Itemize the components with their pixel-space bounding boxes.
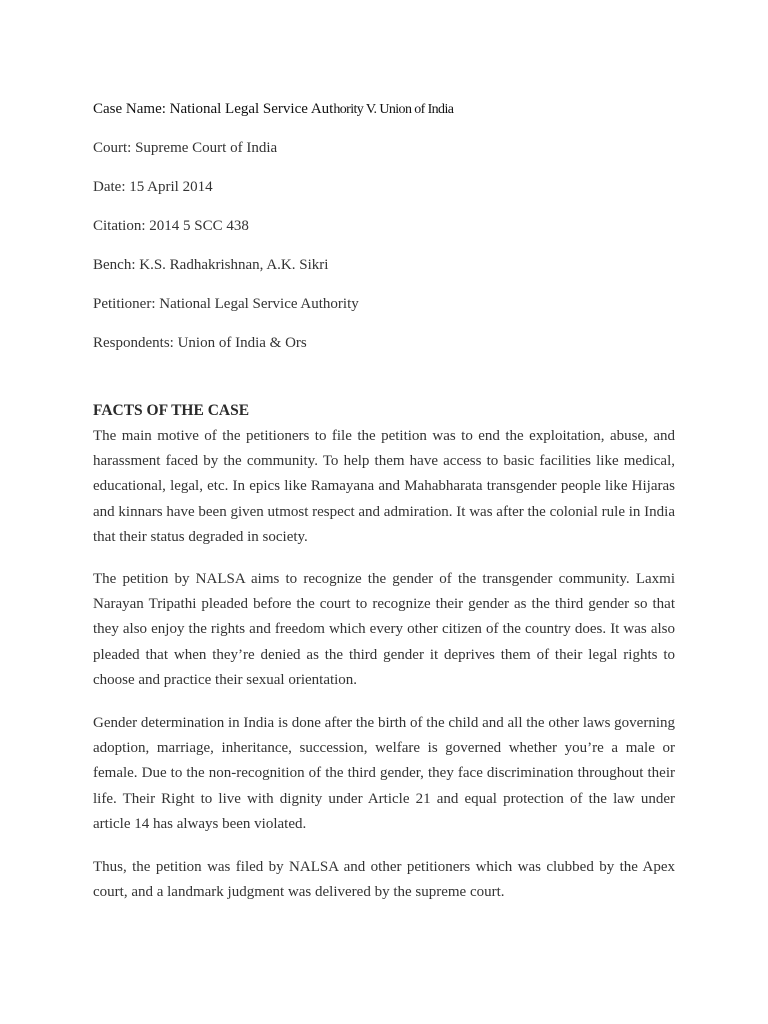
facts-paragraph-1: The main motive of the petitioners to file the petition was to end the exploitation, abuse, and harassment faced by the community. To help them have access to basic facilities like medical, educational, legal, etc. In epics like Ramayana and Mahabharata transgender people like Hijaras and kinnars have been given utmost respect and admiration. It was after the colonial rule in India that their status degraded in society. [93, 428, 675, 545]
case-name-label: Case Name: National Legal Service Aut [93, 101, 334, 117]
court-line: Court: Supreme Court of India [93, 140, 278, 156]
bench-line: Bench: K.S. Radhakrishnan, A.K. Sikri [93, 257, 329, 273]
facts-paragraph-2: The petition by NALSA aims to recognize the gender of the transgender community. Laxmi Narayan Tripathi pleaded before the court to recognize their gender as the third gender so that they also enjoy the rights and freedom which every other citizen of the country does. It was also pleaded that when they’re denied as the third gender it deprives them of their legal rights to choose and practice their sexual orientation. [93, 571, 675, 688]
respondents-line: Respondents: Union of India & Ors [93, 335, 307, 351]
facts-paragraph-4: Thus, the petition was filed by NALSA and other petitioners which was clubbed by the Apex court, and a landmark judgment was delivered by the supreme court. [93, 859, 675, 901]
facts-heading: FACTS OF THE CASE [93, 402, 250, 419]
case-name-rest: hority V. Union of India [333, 102, 454, 117]
case-name-line [93, 100, 453, 119]
citation-line: Citation: 2014 5 SCC 438 [93, 218, 249, 234]
facts-paragraph-3: Gender determination in India is done after the birth of the child and all the other laws governing adoption, marriage, inheritance, succession, welfare is governed whether you’re a male or female. Due to the non-recognition of the third gender, they face discrimination throughout their life. Their Right to live with dignity under Article 21 and equal protection of the law under article 14 has always been violated. [93, 715, 675, 832]
petitioner-line: Petitioner: National Legal Service Authority [93, 296, 359, 312]
date-line: Date: 15 April 2014 [93, 179, 213, 195]
